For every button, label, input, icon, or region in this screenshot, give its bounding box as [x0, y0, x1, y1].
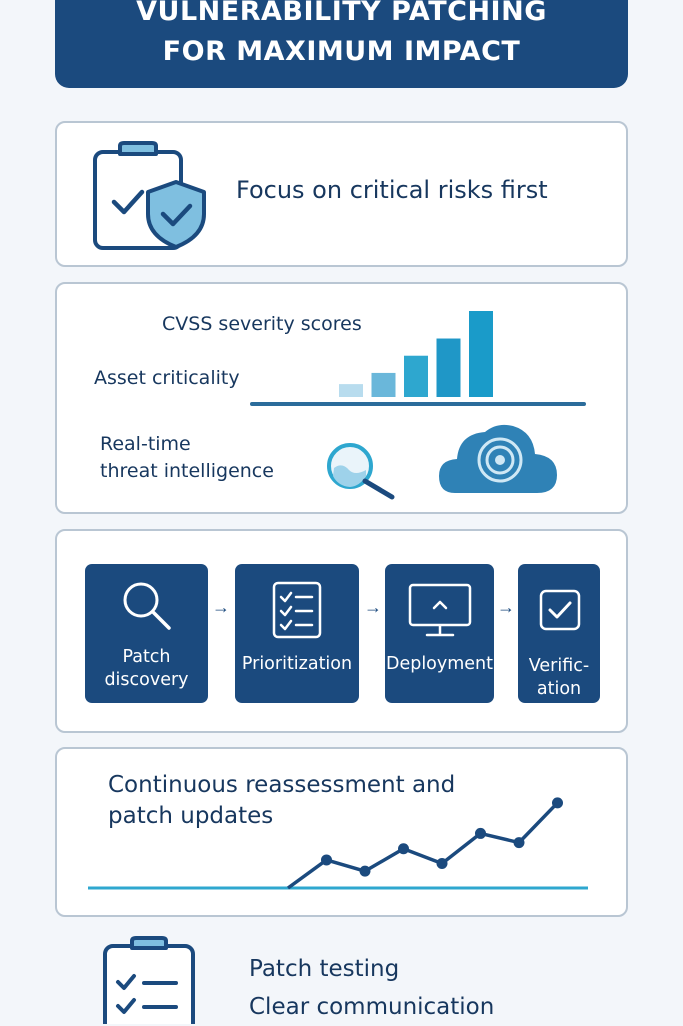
step-patch-discovery [85, 564, 208, 703]
trend-point [398, 843, 409, 854]
severity-bar [469, 311, 493, 397]
cvss-label: CVSS severity scores [162, 313, 362, 335]
step-1-line-2: discovery [104, 670, 189, 690]
threat-label-line-2: threat intelligence [100, 460, 274, 482]
title-line-1: VULNERABILITY PATCHING [136, 0, 547, 27]
footer-line-2: Clear communication [249, 994, 495, 1020]
severity-bar [437, 339, 461, 397]
step-3-label: Deployment [385, 654, 494, 674]
step-4-line-1: Verific- [528, 656, 590, 676]
arrow-icon: → [364, 597, 382, 617]
threat-label-line-1: Real-time [100, 433, 191, 455]
arrow-icon: → [212, 597, 230, 617]
checklist-clipboard-icon [100, 936, 200, 1024]
step-4-line-2: ation [536, 679, 582, 699]
trend-point [321, 854, 332, 865]
step-prioritization [235, 564, 359, 703]
footer-line-1: Patch testing [249, 956, 400, 982]
step-2-label: Prioritization [241, 654, 353, 674]
search-icon [119, 578, 175, 634]
trend-point [514, 837, 525, 848]
severity-bar [372, 373, 396, 397]
severity-bar [339, 384, 363, 397]
trend-point [437, 858, 448, 869]
severity-bar [404, 356, 428, 397]
arrow-icon: → [497, 597, 515, 617]
checkbox-icon [538, 588, 582, 632]
asset-label: Asset criticality [94, 367, 240, 389]
title-line-2: FOR MAXIMUM IMPACT [162, 36, 521, 67]
clipboard-shield-icon [90, 140, 210, 255]
step-verification [518, 564, 600, 703]
reassessment-line-1: Continuous reassessment and [108, 772, 456, 798]
reassessment-line-2: patch updates [108, 803, 274, 829]
trend-point [552, 797, 563, 808]
magnifier-icon [322, 440, 402, 505]
trend-line-graphic [80, 780, 600, 900]
footer-text [249, 950, 494, 1026]
page-title [55, 0, 628, 88]
focus-text: Focus on critical risks first [236, 176, 548, 204]
trend-point [360, 866, 371, 877]
threat-label [100, 431, 274, 485]
trend-point [475, 828, 486, 839]
monitor-icon [407, 582, 473, 640]
severity-bar-graphic [250, 305, 590, 410]
step-1-line-1: Patch [122, 647, 171, 667]
checklist-icon [271, 580, 323, 640]
step-deployment [385, 564, 494, 703]
cloud-target-icon [437, 420, 559, 496]
